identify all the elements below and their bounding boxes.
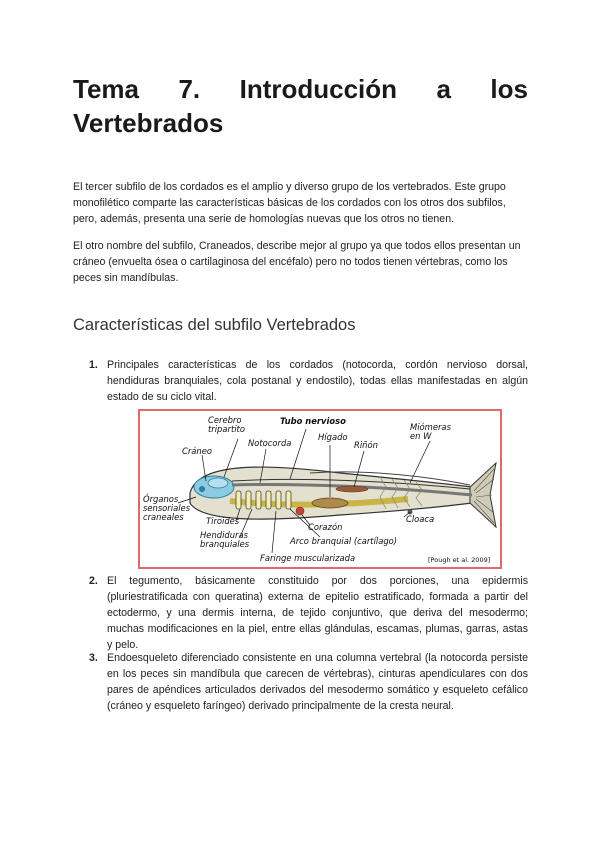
list-item-text: El tegumento, básicamente constituido por dos porciones, una epidermis (pluriestratificada con queratina) externa de epitelio estratificado, formada a partir del ectodermo, y una dermis interna, de tejido conjuntivo, que deriva del mesodermo; muchas modificaciones en la piel, entre ellas glándulas, escamas, plumas, garras, astas y pelo. (107, 575, 528, 651)
list-item-number: 1. (89, 359, 98, 371)
list-item-number: 2. (89, 575, 98, 587)
list-item-number: 3. (89, 652, 98, 664)
label-cerebro: Cerebro tripartito (208, 415, 245, 434)
list-item (73, 573, 528, 653)
label-higado: Hígado (318, 432, 348, 442)
page-title (73, 72, 528, 140)
section-heading: Características del subfilo Vertebrados (73, 316, 356, 334)
list-item (73, 650, 528, 714)
label-arco: Arco branquial (cartílago) (290, 536, 398, 546)
label-hendiduras: Hendiduras branquiales (200, 530, 250, 549)
fish-body (190, 467, 472, 519)
label-corazon: Corazón (308, 522, 343, 532)
list-item (73, 357, 528, 405)
kidney-shape (336, 486, 368, 492)
tail-fin (470, 463, 496, 527)
label-craneo: Cráneo (182, 446, 213, 456)
label-tiroides: Tiroides (206, 516, 240, 526)
heart-shape (296, 507, 304, 515)
list-item-text: Principales características de los cordados (notocorda, cordón nervioso dorsal, hendiduras branquiales, cola postanal y endostilo), todas ellas manifestadas en algún estado de su ciclo vital. (107, 359, 528, 403)
liver-shape (312, 498, 348, 508)
label-faringe: Faringe muscularizada (260, 553, 356, 563)
label-miomeras: Miómeras en W (410, 422, 451, 441)
intro-paragraph-2: El otro nombre del subfilo, Craneados, describe mejor al grupo ya que todos ellos presentan un cráneo (envuelta ósea o cartilaginosa del encéfalo) pero no todos tienen vértebras, como los peces sin mandíbulas. (73, 240, 521, 284)
label-tubo: Tubo nervioso (280, 416, 346, 426)
label-notocorda: Notocorda (248, 438, 292, 448)
brain-shape (208, 478, 228, 488)
title-line-2: Vertebrados (73, 108, 224, 138)
vertebrate-anatomy-figure (138, 409, 502, 569)
intro-paragraph-1: El tercer subfilo de los cordados es el amplio y diverso grupo de los vertebrados. Este grupo monofilético comparte las características básicas de los cordados con los otros dos subfilos, pero, además, presenta una serie de homologías nuevas que los otros no tienen. (73, 181, 506, 225)
list-item-text: Endoesqueleto diferenciado consistente en una columna vertebral (la notocorda persiste en los peces sin mandíbula que carecen de vértebras), cinturas apendiculares con dos pares de apéndices articulados derivados del mesodermo somático y esqueleto cefálico (cráneo y esqueleto faríngeo) derivado principalmente de la cresta neural. (107, 652, 528, 712)
label-cloaca: Cloaca (406, 514, 435, 524)
figure-citation: [Pough et al. 2009] (428, 556, 491, 564)
label-rinon: Riñón (354, 440, 378, 450)
label-organos: Órganos sensoriales craneales (143, 494, 191, 522)
title-line-1: Tema 7. Introducción a los (73, 74, 528, 104)
